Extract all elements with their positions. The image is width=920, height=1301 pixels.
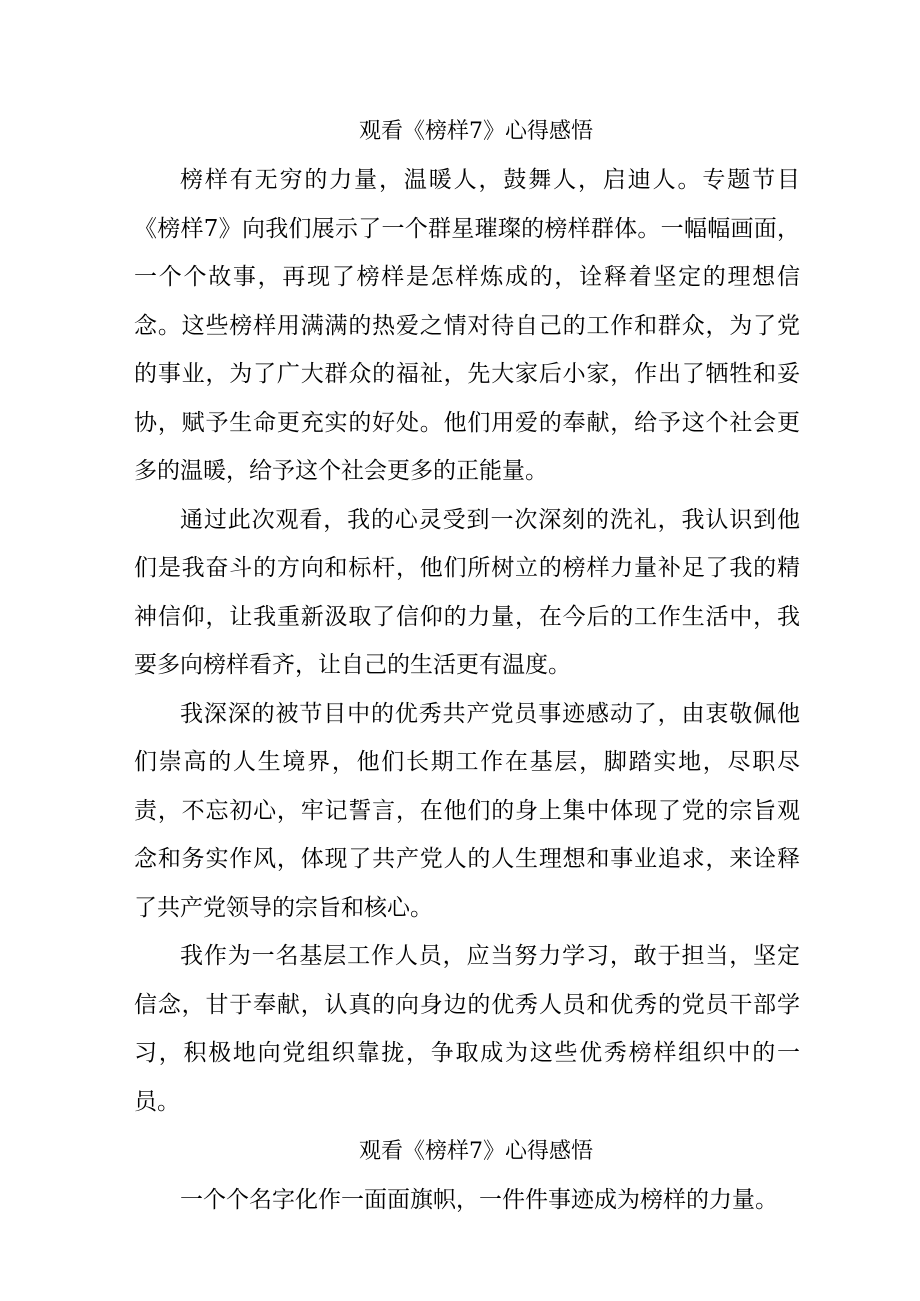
second-title: 观看《榜样7》心得感悟 [359,1139,593,1164]
paragraph-1: 榜样有无穷的力量，温暖人，鼓舞人，启迪人。专题节目《榜样7》向我们展示了一个群星璀璨的榜样群体。一幅幅画面，一个个故事，再现了榜样是怎样炼成的，诠释着坚定的理想信念。这些榜样用满满的热爱之情对待自己的工作和群众，为了党的事业，为了广大群众的福祉，先大家后小家，作出了牺牲和妥协，赋予生命更充实的好处。他们用爱的奉献，给予这个社会更多的温暖，给予这个社会更多的正能量。 [134,167,800,484]
paragraph-4: 我作为一名基层工作人员，应当努力学习，敢于担当，坚定信念，甘于奉献，认真的向身边的优秀人员和优秀的党员干部学习，积极地向党组织靠拢，争取成为这些优秀榜样组织中的一员。 [134,943,800,1115]
document-title: 观看《榜样7》心得感悟 [359,119,593,144]
paragraph-5: 一个个名字化作一面面旗帜，一件件事迹成为榜样的力量。 [180,1187,778,1213]
paragraph-3: 我深深的被节目中的优秀共产党员事迹感动了，由衷敬佩他们崇高的人生境界，他们长期工作在基层，脚踏实地，尽职尽责，不忘初心，牢记誓言，在他们的身上集中体现了党的宗旨观念和务实作风，体现了共产党人的人生理想和事业追求，来诠释了共产党领导的宗旨和核心。 [134,700,800,921]
paragraph-2: 通过此次观看，我的心灵受到一次深刻的洗礼，我认识到他们是我奋斗的方向和标杆，他们所树立的榜样力量补足了我的精神信仰，让我重新汲取了信仰的力量，在今后的工作生活中，我要多向榜样看齐，让自己的生活更有温度。 [134,506,800,678]
document-page [134,108,800,1225]
